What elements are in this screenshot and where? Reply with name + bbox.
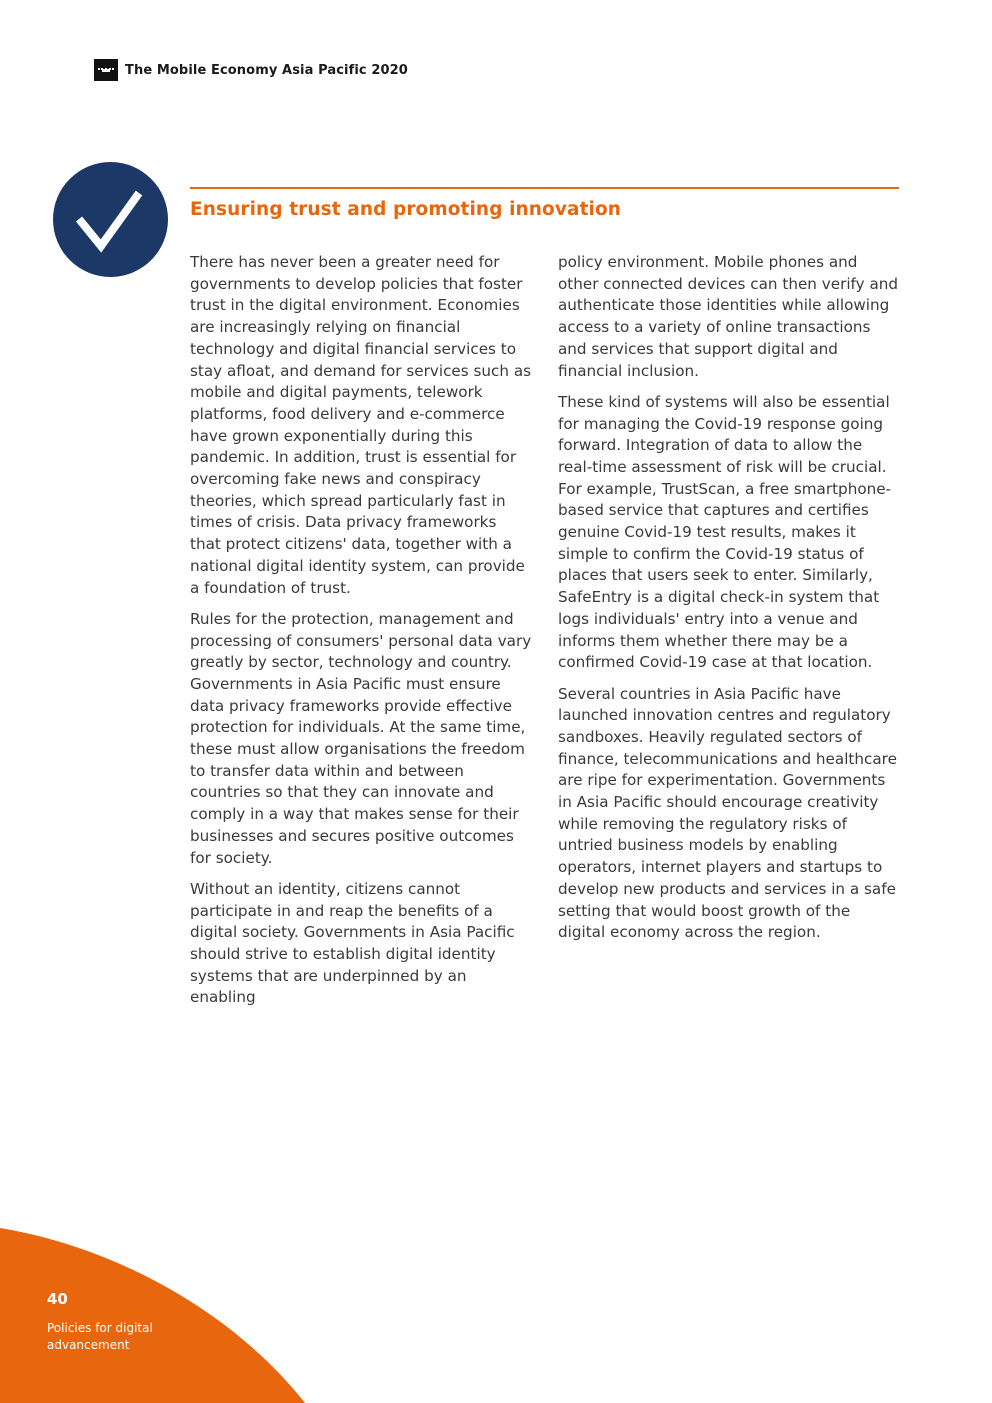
left-text-column: [190, 252, 532, 1019]
paragraph: Without an identity, citizens cannot participate in and reap the benefits of a digital society. Governments in Asia Pacific should strive to establish digital identity systems that are underpinned by an enabling: [190, 879, 515, 1007]
section-label-line: advancement: [47, 1338, 130, 1352]
section-heading: Ensuring trust and promoting innovation: [190, 199, 622, 220]
heading-divider: [190, 187, 899, 189]
paragraph: Rules for the protection, management and processing of consumers' personal data vary greatly by sector, technology and country. Governments in Asia Pacific must ensure data privacy frameworks provide effective protection for individuals. At the same time, these must allow organisations the freedom to transfer data within and between countries so that they can innovate and comply in a way that makes sense for their businesses and secures positive outcomes for society.: [190, 609, 532, 867]
paragraph: Several countries in Asia Pacific have launched innovation centres and regulatory sandboxes. Heavily regulated sectors of finance, telecommunications and healthcare are ripe for experimentation. Governments in Asia Pacific should encourage creativity while removing the regulatory risks of untried business models by enabling operators, internet players and startups to develop new products and services in a safe setting that would boost growth of the digital economy across the region.: [558, 684, 897, 942]
right-text-column: [558, 252, 900, 954]
paragraph: There has never been a greater need for governments to develop policies that foster trust in the digital environment. Economies are increasingly relying on financial technology and digital financial services to stay afloat, and demand for services such as mobile and digital payments, telework platforms, food delivery and e-commerce have grown exponentially during this pandemic. In addition, trust is essential for overcoming fake news and conspiracy theories, which spread particularly fast in times of crisis. Data privacy frameworks that protect citizens' data, together with a national digital identity system, can provide a foundation of trust.: [190, 253, 532, 597]
footer-section-label: [47, 1320, 197, 1354]
page-header: [94, 58, 408, 82]
footer-corner-shape: [0, 1228, 310, 1403]
paragraph: These kind of systems will also be essential for managing the Covid-19 response going forward. Integration of data to allow the real-time assessment of risk will be crucial. For example, TrustScan, a free smartphone-based service that captures and certifies genuine Covid-19 test results, makes it simple to confirm the Covid-19 status of places that users seek to enter. Similarly, SafeEntry is a digital check-in system that logs individuals' entry into a venue and informs them whether there may be a confirmed Covid-19 case at that location.: [558, 392, 892, 672]
report-title: The Mobile Economy Asia Pacific 2020: [125, 62, 408, 78]
checkmark-icon: [53, 162, 168, 277]
page-number: 40: [47, 1290, 68, 1308]
paragraph: policy environment. Mobile phones and other connected devices can then verify and authenticate those identities while allowing access to a variety of online transactions and services that support digital and financial inclusion.: [558, 253, 899, 380]
gsma-logo-icon: [94, 59, 118, 81]
section-label-line: Policies for digital: [47, 1321, 153, 1335]
